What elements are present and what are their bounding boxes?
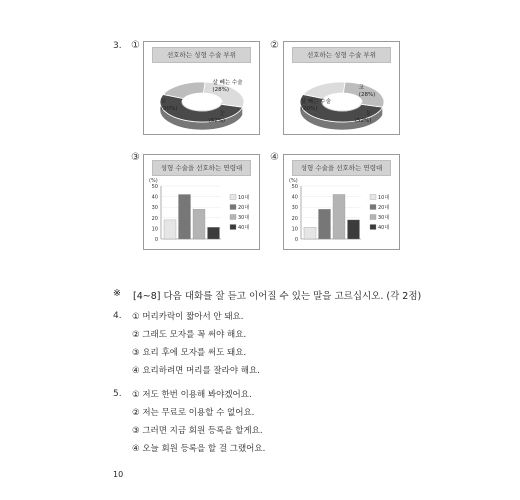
legend-label: 20대 [238, 205, 250, 211]
tick-label: 30 [291, 205, 298, 212]
slice-percent: (52%) [208, 118, 226, 124]
legend-swatch [230, 195, 236, 200]
legend-swatch [230, 215, 236, 220]
slice-percent: (28%) [358, 92, 376, 98]
tick-label: 10 [151, 226, 158, 233]
tick-label: 0 [154, 237, 158, 243]
chart-title: 성형 수술을 선호하는 연령대 [152, 160, 251, 176]
bar [208, 227, 220, 239]
option-3-marker[interactable]: ③ [131, 152, 140, 163]
tick-label: 40 [291, 194, 298, 201]
bar-chart [284, 155, 399, 249]
q5-option-3[interactable]: ③ 그러면 지금 회원 등록을 할게요. [132, 426, 263, 436]
page-number: 10 [113, 470, 124, 479]
option-4-marker[interactable]: ④ [270, 152, 279, 163]
bar [164, 220, 176, 239]
tick-label: 50 [151, 184, 158, 190]
tick-label: 30 [151, 205, 158, 212]
bar [304, 227, 316, 239]
y-unit-label: (%) [149, 178, 158, 184]
legend-swatch [370, 195, 376, 200]
donut-chart [284, 42, 399, 134]
q5-option-2[interactable]: ② 저는 무료로 이용할 수 없어요. [132, 408, 255, 418]
donut-slice [163, 82, 205, 99]
option-4-chart [283, 154, 400, 250]
question-3-number: 3. [113, 41, 122, 51]
legend-label: 30대 [378, 215, 390, 221]
bar [179, 194, 191, 239]
slice-percent: (52%) [354, 118, 372, 124]
bar-chart [144, 155, 259, 249]
slice-label: 코 [160, 99, 167, 105]
chart-title: 선호하는 성형 수술 부위 [152, 47, 251, 63]
legend-label: 10대 [378, 195, 390, 201]
q5-option-1[interactable]: ① 저도 한번 이용해 봐야겠어요. [132, 390, 252, 400]
slice-percent: (28%) [212, 87, 230, 93]
instruction-text: [4~8] 다음 대화를 잘 듣고 이어질 수 있는 말을 고르십시오. (각 2점) [133, 291, 422, 302]
slice-label: 살 빼는 수술 [300, 99, 331, 105]
option-1-marker[interactable]: ① [131, 40, 140, 51]
option-2-marker[interactable]: ② [270, 40, 279, 51]
legend-label: 10대 [238, 195, 250, 201]
legend-label: 40대 [238, 225, 250, 231]
q4-option-4[interactable]: ④ 요리하려면 머리를 잘라야 해요. [132, 366, 260, 376]
tick-label: 20 [151, 215, 158, 222]
slice-percent: (20%) [160, 106, 178, 112]
option-2-chart [283, 41, 400, 135]
bar [348, 220, 360, 239]
slice-label: 눈 [219, 111, 226, 117]
legend-swatch [370, 205, 376, 210]
bar [193, 209, 205, 239]
q4-option-1[interactable]: ① 머리카락이 짧아서 안 돼요. [132, 312, 244, 322]
question-4-number: 4. [113, 311, 122, 321]
question-5-number: 5. [113, 389, 122, 399]
donut-slice [303, 82, 345, 99]
tick-label: 0 [294, 237, 298, 243]
legend-label: 30대 [238, 215, 250, 221]
slice-label: 눈 [366, 111, 372, 117]
option-1-chart [143, 41, 260, 135]
chart-title: 성형 수술을 선호하는 연령대 [292, 160, 391, 176]
tick-label: 50 [291, 184, 298, 190]
bar [333, 194, 345, 239]
tick-label: 20 [291, 215, 298, 222]
legend-swatch [230, 225, 236, 230]
tick-label: 40 [151, 194, 158, 201]
slice-percent: (20%) [300, 106, 318, 112]
q4-option-2[interactable]: ② 그래도 모자를 꼭 써야 해요. [132, 330, 247, 340]
y-unit-label: (%) [289, 178, 298, 184]
legend-label: 20대 [378, 205, 390, 211]
legend-swatch [370, 225, 376, 230]
chart-title: 선호하는 성형 수술 부위 [292, 47, 391, 63]
donut-chart [144, 42, 259, 134]
slice-label: 살 빼는 수술 [212, 80, 243, 86]
bar [319, 209, 331, 239]
instruction-mark: ※ [113, 288, 121, 299]
q5-option-4[interactable]: ④ 오늘 회원 등록을 할 걸 그랬어요. [132, 444, 266, 454]
legend-label: 40대 [378, 225, 390, 231]
option-3-chart [143, 154, 260, 250]
legend-swatch [230, 205, 236, 210]
slice-label: 코 [358, 85, 365, 91]
tick-label: 10 [291, 226, 298, 233]
legend-swatch [370, 215, 376, 220]
q4-option-3[interactable]: ③ 요리 후에 모자를 써도 돼요. [132, 348, 247, 358]
